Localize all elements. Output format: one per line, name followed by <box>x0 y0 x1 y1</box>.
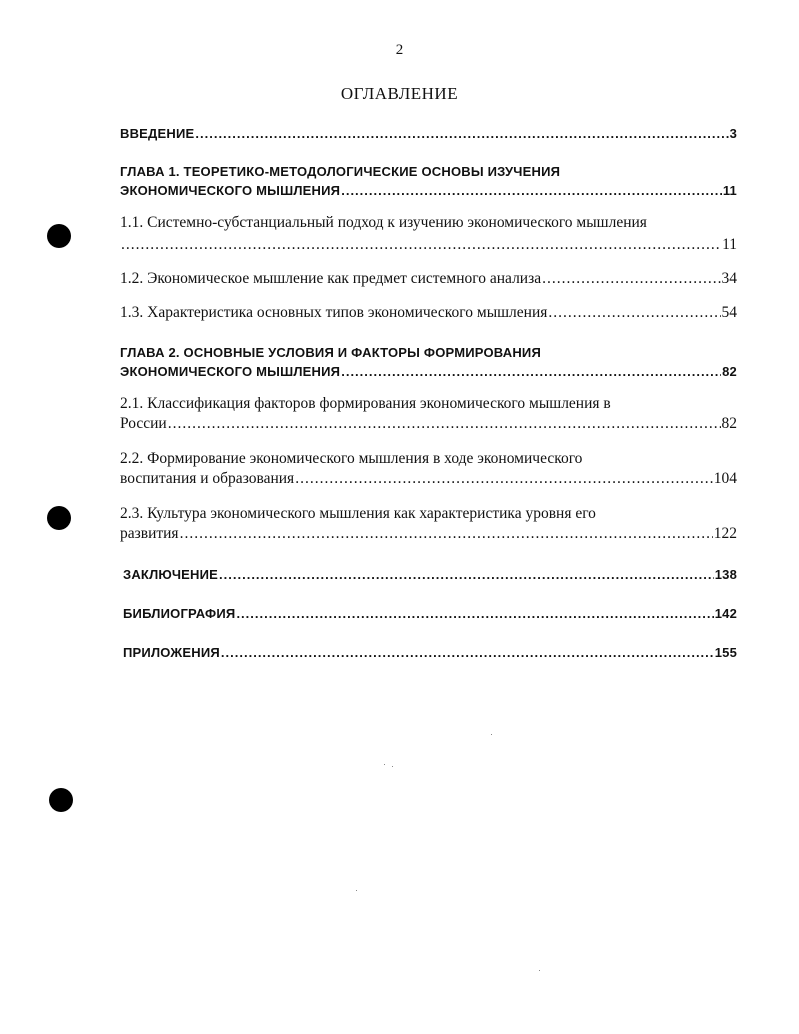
toc-leader-dots <box>341 183 722 198</box>
toc-entry-intro[interactable] <box>120 126 737 141</box>
toc-entry-page: 11 <box>722 183 737 198</box>
page-number: 2 <box>395 42 404 58</box>
toc-entry-label: России <box>120 415 167 432</box>
toc-entry-page: 82 <box>721 415 737 432</box>
scan-speck <box>539 970 540 971</box>
toc-leader-dots <box>168 415 721 433</box>
toc-entry-page: 3 <box>729 126 737 141</box>
toc-entry-label: ПРИЛОЖЕНИЯ <box>123 645 220 660</box>
scan-speck <box>384 764 385 765</box>
punch-hole <box>47 224 71 248</box>
toc-entry-2-3-line1: 2.3. Культура экономического мышления как характеристика уровня его <box>120 505 596 522</box>
toc-entry-page: 54 <box>721 304 737 321</box>
toc-entry-label: 1.3. Характеристика основных типов экономического мышления <box>120 304 548 321</box>
toc-entry-page: 34 <box>721 270 737 287</box>
toc-leader-dots <box>121 236 721 254</box>
page-title: ОГЛАВЛЕНИЕ <box>340 84 459 103</box>
toc-leader-dots <box>542 270 720 288</box>
toc-leader-dots <box>341 364 721 379</box>
toc-entry-appendices[interactable] <box>123 645 737 660</box>
toc-entry-bibliography[interactable] <box>123 606 737 621</box>
toc-entry-label: 1.2. Экономическое мышление как предмет системного анализа <box>120 270 542 287</box>
toc-leader-dots <box>236 606 713 621</box>
toc-entry-2-1-line1: 2.1. Классификация факторов формирования экономического мышления в <box>120 395 611 412</box>
toc-entry-page: 104 <box>713 470 737 487</box>
toc-entry-2-2-line1: 2.2. Формирование экономического мышления в ходе экономического <box>120 450 583 467</box>
scan-speck <box>392 766 393 767</box>
toc-entry-2-2[interactable] <box>120 470 737 488</box>
toc-entry-page: 122 <box>713 525 737 542</box>
punch-hole <box>47 506 71 530</box>
toc-chapter2-line1: ГЛАВА 2. ОСНОВНЫЕ УСЛОВИЯ И ФАКТОРЫ ФОРМИРОВАНИЯ <box>120 345 542 360</box>
toc-entry-1-2[interactable] <box>120 270 737 288</box>
toc-entry-page: 138 <box>714 567 737 582</box>
toc-entry-1-1-label: 1.1. Системно-субстанциальный подход к изучению экономического мышления <box>120 214 647 231</box>
toc-entry-2-3[interactable] <box>120 525 737 543</box>
toc-entry-label: развития <box>120 525 179 542</box>
toc-entry-page: 155 <box>714 645 737 660</box>
toc-entry-chapter1[interactable] <box>120 183 737 198</box>
toc-leader-dots <box>219 567 714 582</box>
toc-entry-label: ЭКОНОМИЧЕСКОГО МЫШЛЕНИЯ <box>120 364 341 379</box>
toc-entry-label: ВВЕДЕНИЕ <box>120 126 195 141</box>
toc-leader-dots <box>221 645 714 660</box>
scan-speck <box>356 890 357 891</box>
toc-leader-dots <box>548 304 720 322</box>
toc-entry-label: БИБЛИОГРАФИЯ <box>123 606 236 621</box>
toc-entry-1-3[interactable] <box>120 304 737 322</box>
toc-entry-page: 11 <box>722 236 737 253</box>
toc-leader-dots <box>295 470 713 488</box>
toc-entry-label: воспитания и образования <box>120 470 295 487</box>
toc-entry-1-1[interactable] <box>120 236 737 254</box>
toc-entry-conclusion[interactable] <box>123 567 737 582</box>
scan-speck <box>491 734 492 735</box>
toc-leader-dots <box>195 126 728 141</box>
toc-chapter1-line1: ГЛАВА 1. ТЕОРЕТИКО-МЕТОДОЛОГИЧЕСКИЕ ОСНОВЫ ИЗУЧЕНИЯ <box>120 164 561 179</box>
toc-entry-chapter2[interactable] <box>120 364 737 379</box>
toc-entry-page: 82 <box>722 364 737 379</box>
toc-entry-label: ЗАКЛЮЧЕНИЕ <box>123 567 219 582</box>
toc-entry-label: ЭКОНОМИЧЕСКОГО МЫШЛЕНИЯ <box>120 183 341 198</box>
toc-entry-2-1[interactable] <box>120 415 737 433</box>
punch-hole <box>49 788 73 812</box>
toc-entry-page: 142 <box>714 606 737 621</box>
toc-leader-dots <box>180 525 713 543</box>
